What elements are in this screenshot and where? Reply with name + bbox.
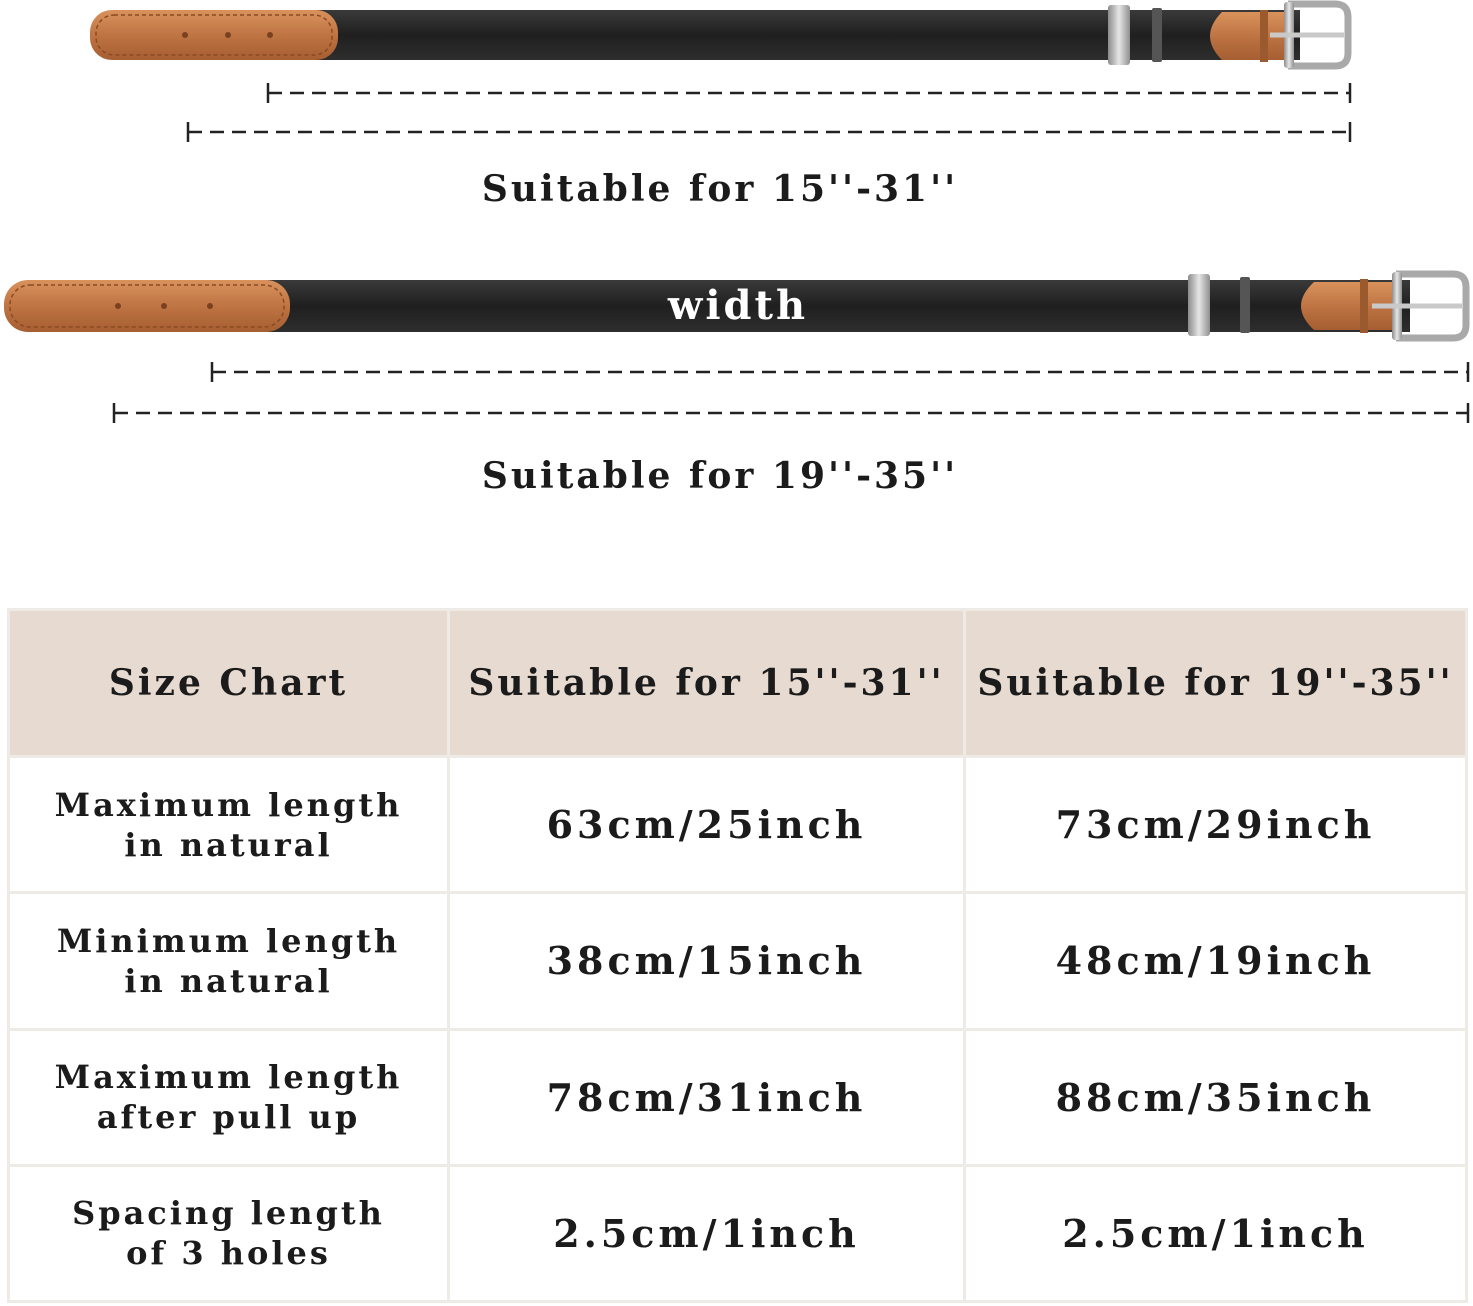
row-label	[9, 757, 449, 893]
belt-illustrations	[0, 0, 1473, 520]
table-cell: 88cm/35inch	[965, 1029, 1467, 1165]
measure-lines-long	[114, 362, 1468, 423]
belt-hole	[225, 32, 231, 38]
row-label-line2: of 3 holes	[126, 1234, 331, 1273]
belt-caption-long: Suitable for 19''-35''	[481, 455, 959, 497]
leather-tip	[90, 10, 338, 60]
belt-hole	[267, 32, 273, 38]
slider-buckle	[1108, 5, 1130, 65]
row-label-line2: in natural	[124, 825, 333, 864]
belt-hole	[161, 303, 167, 309]
row-label-line1: Maximum length	[54, 785, 403, 824]
slider-buckle	[1188, 274, 1210, 336]
size-chart-table	[7, 608, 1468, 1303]
header-size-19-35: Suitable for 19''-35''	[965, 610, 1467, 757]
table-row	[9, 893, 1467, 1029]
row-label-line2: after pull up	[96, 1098, 361, 1137]
belt-hole	[115, 303, 121, 309]
row-label-line2: in natural	[124, 961, 333, 1000]
belt-short	[90, 2, 1348, 68]
table-row	[9, 1165, 1467, 1301]
table-cell: 78cm/31inch	[449, 1029, 965, 1165]
header-size-15-31: Suitable for 15''-31''	[449, 610, 965, 757]
leather-tip	[4, 280, 290, 332]
table-cell: 63cm/25inch	[449, 757, 965, 893]
table-cell: 2.5cm/1inch	[965, 1165, 1467, 1301]
table-header-row	[9, 610, 1467, 757]
table-row	[9, 757, 1467, 893]
table-cell: 48cm/19inch	[965, 893, 1467, 1029]
table-cell: 73cm/29inch	[965, 757, 1467, 893]
table-row	[9, 1029, 1467, 1165]
belt-hole	[182, 32, 188, 38]
belt-caption-short: Suitable for 15''-31''	[481, 168, 959, 210]
row-label	[9, 1029, 449, 1165]
row-label	[9, 893, 449, 1029]
row-label-line1: Maximum length	[54, 1058, 403, 1097]
belt-hole	[207, 303, 213, 309]
row-label	[9, 1165, 449, 1301]
elastic-strap	[300, 10, 1300, 60]
width-label: width	[667, 282, 809, 329]
header-size-chart: Size Chart	[9, 610, 449, 757]
table-cell: 38cm/15inch	[449, 893, 965, 1029]
row-label-line1: Minimum length	[56, 921, 401, 960]
table-cell: 2.5cm/1inch	[449, 1165, 965, 1301]
measure-lines-short	[188, 83, 1350, 142]
row-label-line1: Spacing length	[72, 1194, 385, 1233]
